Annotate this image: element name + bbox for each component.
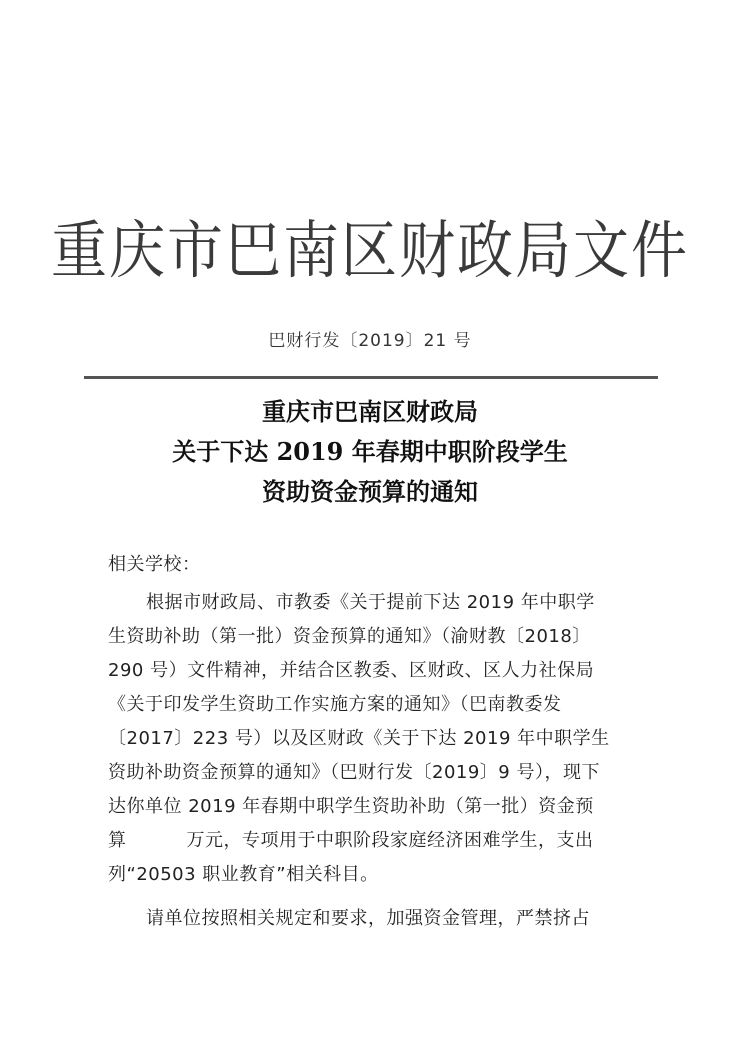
paragraph-line: 生资助补助（第一批）资金预算的通知》（渝财教〔2018〕 — [108, 626, 591, 647]
paragraph-line: 资助补助资金预算的通知》（巴财行发〔2019〕9 号），现下 — [108, 762, 600, 783]
document-masthead: 重庆市巴南区财政局文件 — [51, 215, 689, 288]
notice-title — [0, 392, 740, 512]
title-line: 资助资金预算的通知 — [262, 477, 478, 506]
paragraph-line: 列“20503 职业教育”相关科目。 — [108, 864, 379, 885]
paragraph-line: 〔2017〕223 号）以及区财政《关于下达 2019 年中职学生 — [108, 728, 610, 749]
paragraph-line: 达你单位 2019 年春期中职学生资助补助（第一批）资金预 — [108, 796, 594, 817]
title-line: 关于下达 2019 年春期中职阶段学生 — [172, 437, 568, 466]
paragraph-line: 《关于印发学生资助工作实施方案的通知》（巴南教委发 — [108, 694, 562, 715]
notice-body — [108, 548, 628, 936]
title-line: 重庆市巴南区财政局 — [262, 397, 478, 426]
header-divider — [84, 376, 658, 379]
paragraph-line: 请单位按照相关规定和要求，加强资金管理，严禁挤占 — [146, 908, 590, 929]
document-number: 巴财行发〔2019〕21 号 — [268, 331, 472, 351]
paragraph-line — [108, 824, 628, 858]
paragraph-line-end: 万元，专项用于中职阶段家庭经济困难学生，支出 — [186, 830, 594, 851]
paragraph-line: 根据市财政局、市教委《关于提前下达 2019 年中职学 — [146, 592, 595, 613]
salutation: 相关学校： — [108, 554, 201, 575]
paragraph-line-start: 算 — [108, 830, 127, 851]
paragraph-line: 290 号）文件精神，并结合区教委、区财政、区人力社保局 — [108, 660, 595, 681]
